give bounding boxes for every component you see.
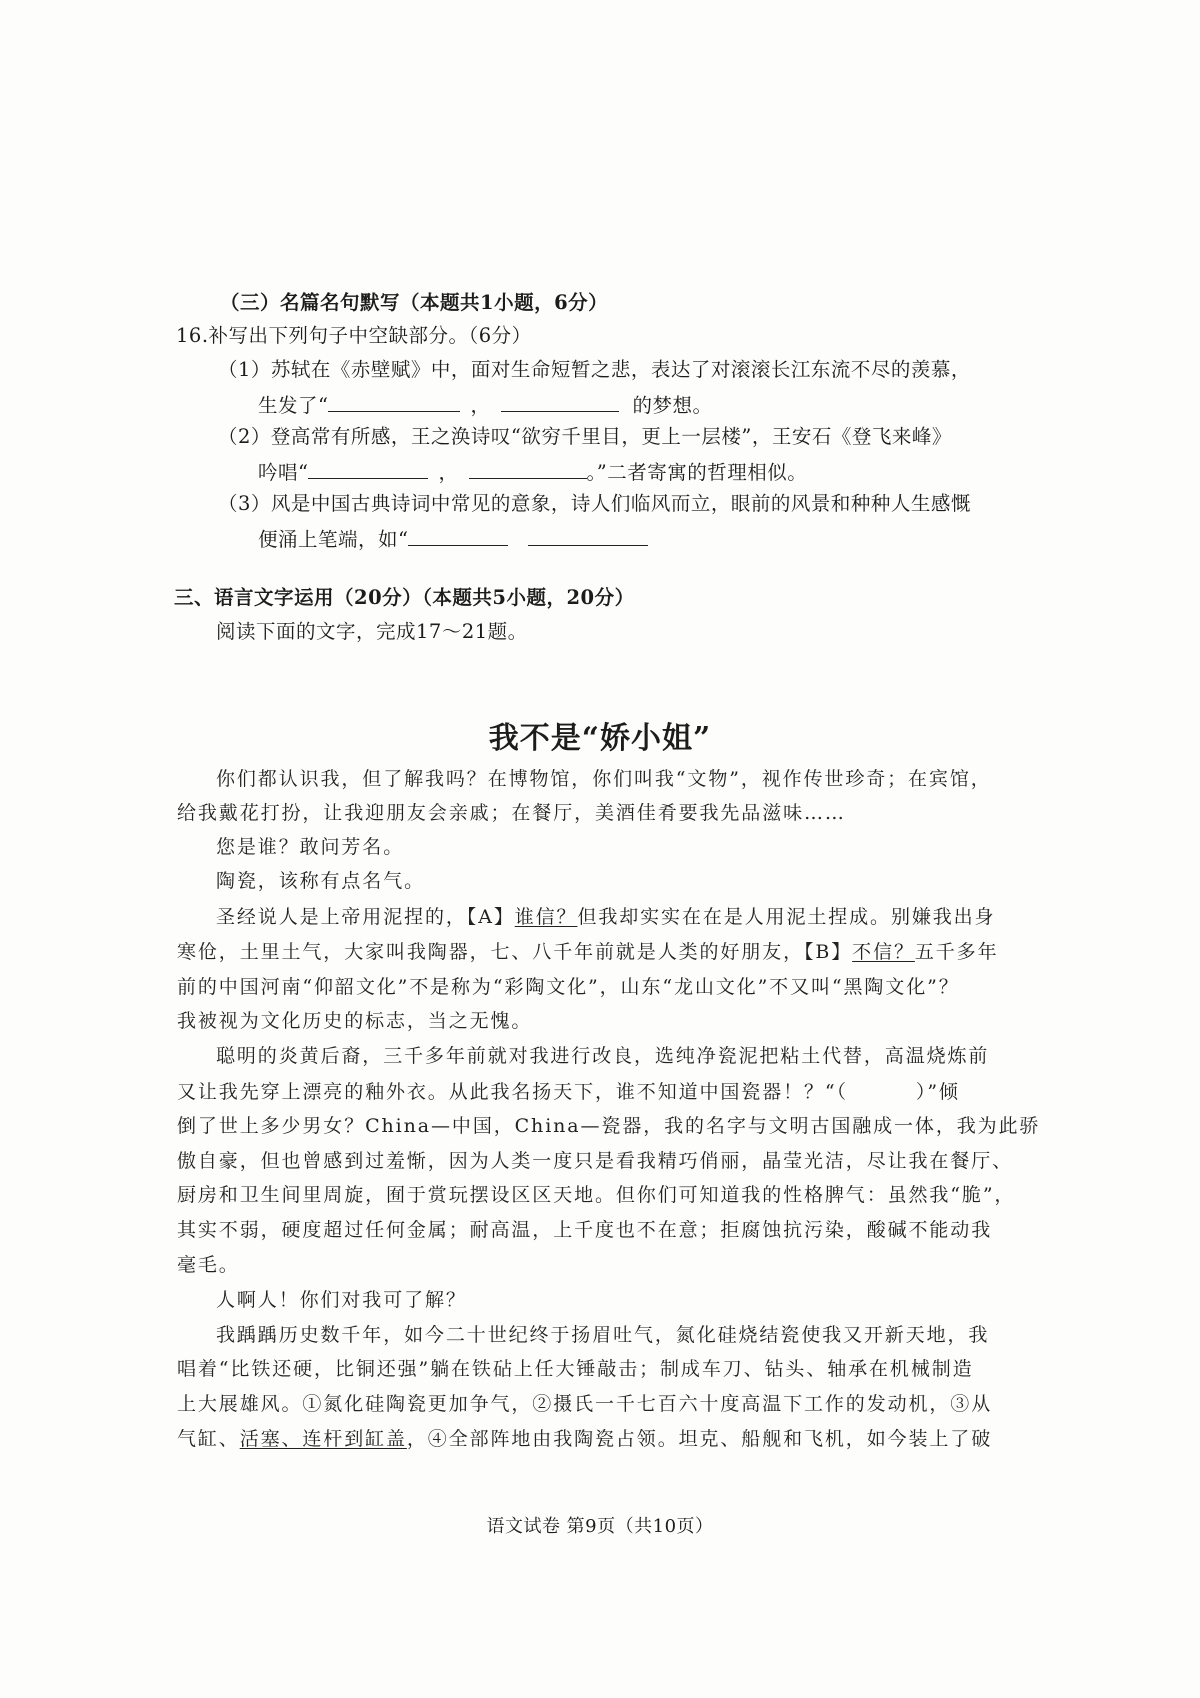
passage-text: 我踽踽历史数千年，如今二十世纪终于扬眉吐气，氮化硅烧结瓷使我又开新天地，我 [216,1324,990,1346]
question-item-3-line1: （3）风是中国古典诗词中常见的意象，诗人们临风而立，眼前的风景和种种人生感慨 [218,492,971,515]
passage-text: 厨房和卫生间里周旋，囿于赏玩摆设区区天地。但你们可知道我的性格脾气：虽然我“脆”， [177,1184,1016,1206]
underlined-phrase: 谁信？ [514,906,578,928]
passage-text: 又让我先穿上漂亮的釉外衣。从此我名扬天下，谁不知道中国瓷器！？“（ [177,1081,848,1103]
underlined-phrase: 活塞、连杆到缸盖 [239,1428,407,1450]
answer-blank[interactable] [501,393,619,412]
passage-line [177,1186,1015,1205]
passage-line [177,1117,1040,1136]
question-item-3-line2 [258,527,648,550]
question-item-2-line1: （2）登高常有所感，王之涣诗叹“欲穷千里目，更上一层楼”，王安石《登飞来峰》 [218,425,952,448]
answer-blank[interactable] [328,393,460,412]
passage-text: 人啊人！你们对我可了解？ [216,1289,467,1311]
passage-text: 五千多年 [914,941,999,963]
answer-blank[interactable] [469,460,587,479]
passage-text: 倒了世上多少男女？China—中国，China—瓷器，我的名字与文明古国融成一体，我为此骄 [177,1115,1041,1137]
item1-comma: ， [470,394,491,417]
passage-line [177,943,998,962]
passage-text: 聪明的炎黄后裔，三千多年前就对我进行改良，选纯净瓷泥把粘土代替，高温烧炼前 [216,1045,990,1067]
item2-prefix: 吟唱“ [258,461,309,484]
passage-line [177,1430,992,1449]
passage-line [216,838,404,857]
passage-text: 圣经说人是上帝用泥捏的，【A】 [216,906,515,928]
passage-line [177,1012,532,1031]
passage-line [177,1083,960,1102]
answer-blank[interactable] [308,460,428,479]
answer-blank[interactable] [408,527,508,546]
passage-line [177,1256,240,1275]
passage-text: 我被视为文化历史的标志，当之无愧。 [177,1010,533,1032]
section-heading: （三）名篇名句默写（本题共1小题，6分） [220,291,609,314]
passage-line [216,770,992,789]
passage-text: 其实不弱，硬度超过任何金属；耐高温，上千度也不在意；拒腐蚀抗污染，酸碱不能动我 [177,1219,993,1241]
passage-line [177,978,960,997]
passage-text: 陶瓷，该称有点名气。 [216,870,426,892]
passage-text: 气缸、 [177,1428,240,1450]
item3-prefix: 便涌上笔端，如“ [258,528,409,551]
question-item-2-line2 [258,460,807,483]
answer-blank[interactable] [528,527,648,546]
passage-text: 但我却实实在在是人用泥土捏成。别嫌我出身 [577,906,996,928]
passage-line [216,1326,989,1345]
passage-line [216,1291,467,1310]
item1-suffix: 的梦想。 [632,394,713,417]
passage-text: ，④全部阵地由我陶瓷占领。坦克、船舰和飞机，如今装上了破 [406,1428,993,1450]
part-heading: 三、语言文字运用（20分）（本题共5小题，20分） [174,586,635,609]
passage-line [177,1360,974,1379]
passage-line [216,1047,989,1066]
question-item-1-line1: （1）苏轼在《赤壁赋》中，面对生命短暂之悲，表达了对滚滚长江东流不尽的羡慕， [218,358,971,381]
passage-line [177,804,846,823]
passage-text: 唱着“比铁还硬，比铜还强”躺在铁砧上任大锤敲击；制成车刀、钻头、轴承在机械制造 [177,1358,974,1380]
passage-line [216,872,425,891]
passage-line [216,908,995,927]
passage-text: 傲自豪，但也曾感到过羞惭，因为人类一度只是看我精巧俏丽，晶莹光洁，尽让我在餐厅、 [177,1150,1014,1172]
passage-text: 寒伧，土里土气，大家叫我陶器，七、八千年前就是人类的好朋友，【B】 [177,941,853,963]
underlined-phrase: 不信？ [852,941,915,963]
passage-text: 你们都认识我，但了解我吗？在博物馆，你们叫我“文物”，视作传世珍奇；在宾馆， [216,768,992,790]
passage-line [177,1221,992,1240]
passage-text: ）”倾 [915,1081,960,1103]
page-footer: 语文试卷 第9页（共10页） [486,1516,714,1537]
passage-text: 给我戴花打扮，让我迎朋友会亲戚；在餐厅，美酒佳肴要我先品滋味…… [177,802,846,824]
question-stem: 16.补写出下列句子中空缺部分。（6分） [176,324,532,347]
passage-text: 毫毛。 [177,1254,240,1276]
passage-title: 我不是“娇小姐” [488,721,712,756]
item2-comma: ， [438,461,459,484]
passage-text: 前的中国河南“仰韶文化”不是称为“彩陶文化”，山东“龙山文化”不又叫“黑陶文化”？ [177,976,960,998]
passage-line [177,1152,1013,1171]
item1-prefix: 生发了“ [258,394,329,417]
reading-instruction: 阅读下面的文字，完成17～21题。 [216,620,528,643]
item2-suffix: 。”二者寄寓的哲理相似。 [586,461,808,484]
question-item-1-line2 [258,393,713,416]
passage-text: 您是谁？敢问芳名。 [216,836,405,858]
passage-text: 上大展雄风。①氮化硅陶瓷更加争气，②摄氏一千七百六十度高温下工作的发动机，③从 [177,1393,993,1415]
passage-line [177,1395,992,1414]
